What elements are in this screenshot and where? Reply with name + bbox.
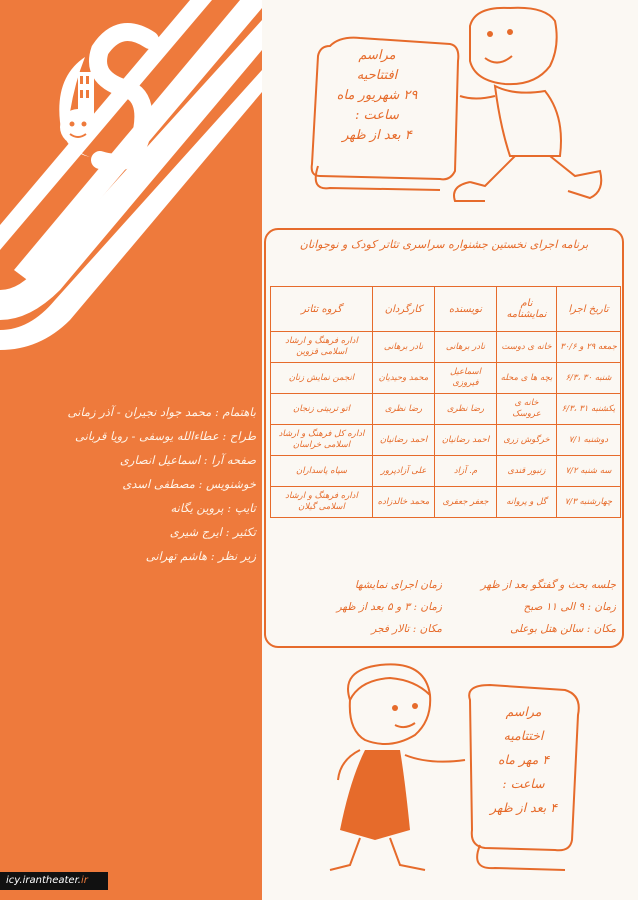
table-row	[271, 487, 621, 518]
opening-line: افتتاحیه	[356, 68, 398, 83]
column-header: نام نمایشنامه	[497, 287, 557, 332]
festival-logo-icon	[40, 52, 120, 182]
cell-director: احمد رضانیان	[373, 425, 435, 456]
credit-line: خوشنویس : مصطفی اسدی	[122, 477, 256, 491]
cell-play: خانه ی عروسک	[497, 394, 557, 425]
cell-date: دوشنبه ۷/۱	[557, 425, 621, 456]
cell-director: رضا نظری	[373, 394, 435, 425]
table-header-row	[271, 287, 621, 332]
cell-director: محمد خالدزاده	[373, 487, 435, 518]
credit-line: باهتمام : محمد جواد نجیران - آذر زمانی	[67, 405, 256, 419]
cell-group: اتو تربیتی زنجان	[271, 394, 373, 425]
cell-writer: اسماعیل فیروزی	[435, 363, 497, 394]
cell-group: انجمن نمایش زنان	[271, 363, 373, 394]
column-header: تاریخ اجرا	[557, 287, 621, 332]
performance-time: زمان : ۳ و ۵ بعد از ظهر	[336, 601, 442, 613]
cell-play: خرگوش زری	[497, 425, 557, 456]
cell-director: نادر برهانی	[373, 332, 435, 363]
closing-ceremony-scroll	[476, 700, 571, 820]
cell-writer: نادر برهانی	[435, 332, 497, 363]
session-heading: جلسه بحث و گفتگو بعد از ظهر	[480, 579, 616, 591]
watermark-site: iran	[22, 875, 42, 886]
performance-times-info	[272, 574, 442, 640]
table-row	[271, 332, 621, 363]
column-header: نویسنده	[435, 287, 497, 332]
credit-line: طراح : عطاءالله یوسفی - رویا قربانی	[74, 429, 256, 443]
cell-director: محمد وحیدیان	[373, 363, 435, 394]
opening-line: مراسم	[358, 48, 396, 63]
cell-writer: رضا نظری	[435, 394, 497, 425]
watermark-rest: theater.	[41, 875, 81, 886]
program-schedule-box	[264, 228, 624, 648]
cell-group: اداره فرهنگ و ارشاد اسلامی گیلان	[271, 487, 373, 518]
cell-director: علی آزادپرور	[373, 456, 435, 487]
cell-play: بچه ها ی محله	[497, 363, 557, 394]
opening-line: ۴ بعد از ظهر	[342, 128, 412, 143]
credit-line: تایپ : پروین یگانه	[170, 501, 256, 515]
opening-line: ساعت :	[355, 108, 399, 123]
credit-line: تکثیر : ایرج شیری	[169, 525, 256, 539]
site-watermark	[0, 872, 108, 890]
closing-line: ۴ مهر ماه	[497, 752, 550, 767]
cell-play: گل و پروانه	[497, 487, 557, 518]
cell-date: یکشنبه ۳۱ ،۶/۳	[557, 394, 621, 425]
cell-writer: م. آزاد	[435, 456, 497, 487]
opening-line: ۲۹ شهریور ماه	[336, 88, 418, 103]
cell-date: جمعه ۲۹ و ۳۰/۶	[557, 332, 621, 363]
cell-play: خانه ی دوست	[497, 332, 557, 363]
cell-writer: جعفر جعفری	[435, 487, 497, 518]
column-header: کارگردان	[373, 287, 435, 332]
cell-date: سه شنبه ۷/۲	[557, 456, 621, 487]
watermark-tld: ir	[80, 875, 88, 886]
credit-line: زیر نظر : هاشم تهرانی	[145, 549, 256, 563]
performance-heading: زمان اجرای نمایشها	[354, 579, 442, 591]
closing-line: ساعت :	[502, 776, 545, 791]
table-row	[271, 456, 621, 487]
cell-writer: احمد رضانیان	[435, 425, 497, 456]
cell-group: سپاه پاسداران	[271, 456, 373, 487]
column-header: گروه تئاتر	[271, 287, 373, 332]
closing-line: اختتامیه	[503, 728, 544, 743]
cell-date: چهارشنبه ۷/۳	[557, 487, 621, 518]
cell-date: شنبه ۳۰ ،۶/۳	[557, 363, 621, 394]
cell-group: اداره فرهنگ و ارشاد اسلامی قزوین	[271, 332, 373, 363]
table-row	[271, 363, 621, 394]
table-row	[271, 394, 621, 425]
orange-panel	[0, 0, 262, 900]
schedule-table	[270, 286, 621, 518]
table-row	[271, 425, 621, 456]
watermark-prefix: icy.	[6, 875, 23, 886]
credits-block	[67, 400, 256, 568]
performance-place: مکان : تالار فجر	[371, 623, 442, 635]
discussion-session-info	[446, 574, 616, 640]
program-title: برنامه اجرای نخستین جشنواره سراسری تئاتر کودک و نوجوانان	[299, 238, 589, 251]
credit-line: صفحه آرا : اسماعیل انصاری	[119, 453, 256, 467]
closing-line: ۴ بعد از ظهر	[490, 800, 557, 815]
opening-ceremony-scroll	[318, 46, 436, 146]
cell-play: زنبور قندی	[497, 456, 557, 487]
closing-line: مراسم	[505, 704, 542, 719]
session-place: مکان : سالن هتل بوعلی	[510, 623, 616, 635]
cell-group: اداره کل فرهنگ و ارشاد اسلامی خراسان	[271, 425, 373, 456]
session-time: زمان : ۹ الی ۱۱ صبح	[523, 601, 616, 613]
